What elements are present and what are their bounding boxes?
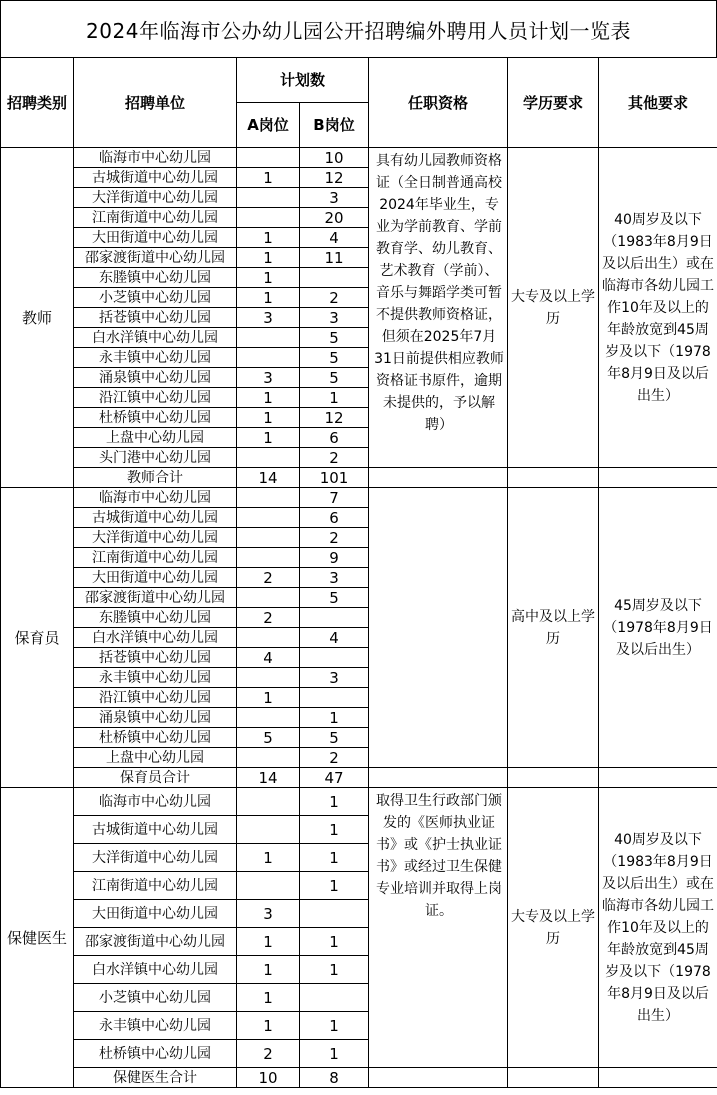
unit-cell: 大田街道中心幼儿园 bbox=[74, 228, 237, 248]
empty-cell bbox=[508, 1068, 599, 1088]
qualification-cell bbox=[369, 488, 508, 768]
header-b-post: B岗位 bbox=[300, 103, 369, 148]
table-body bbox=[1, 148, 717, 1088]
empty-cell bbox=[508, 768, 599, 788]
a-post-count bbox=[237, 816, 300, 844]
a-post-count bbox=[237, 708, 300, 728]
unit-cell: 邵家渡街道中心幼儿园 bbox=[74, 588, 237, 608]
empty-cell bbox=[369, 468, 508, 488]
a-post-count: 1 bbox=[237, 168, 300, 188]
b-post-count: 10 bbox=[300, 148, 369, 168]
unit-cell: 大田街道中心幼儿园 bbox=[74, 900, 237, 928]
education-cell: 大专及以上学历 bbox=[508, 788, 599, 1068]
unit-cell: 大洋街道中心幼儿园 bbox=[74, 188, 237, 208]
a-post-count: 2 bbox=[237, 1040, 300, 1068]
recruitment-table bbox=[0, 57, 717, 1088]
b-post-count: 4 bbox=[300, 228, 369, 248]
a-post-count: 1 bbox=[237, 408, 300, 428]
unit-cell: 白水洋镇中心幼儿园 bbox=[74, 628, 237, 648]
total-a-post: 14 bbox=[237, 468, 300, 488]
a-post-count: 2 bbox=[237, 568, 300, 588]
b-post-count bbox=[300, 268, 369, 288]
header-qualification: 任职资格 bbox=[369, 58, 508, 148]
b-post-count bbox=[300, 608, 369, 628]
table-row bbox=[1, 148, 717, 168]
total-label: 教师合计 bbox=[74, 468, 237, 488]
unit-cell: 涌泉镇中心幼儿园 bbox=[74, 708, 237, 728]
b-post-count: 1 bbox=[300, 956, 369, 984]
unit-cell: 白水洋镇中心幼儿园 bbox=[74, 956, 237, 984]
b-post-count: 1 bbox=[300, 1012, 369, 1040]
unit-cell: 临海市中心幼儿园 bbox=[74, 488, 237, 508]
unit-cell: 杜桥镇中心幼儿园 bbox=[74, 728, 237, 748]
category-cell: 保育员 bbox=[1, 488, 74, 788]
total-row bbox=[1, 1068, 717, 1088]
header-unit: 招聘单位 bbox=[74, 58, 237, 148]
b-post-count bbox=[300, 688, 369, 708]
unit-cell: 沿江镇中心幼儿园 bbox=[74, 388, 237, 408]
a-post-count bbox=[237, 872, 300, 900]
unit-cell: 杜桥镇中心幼儿园 bbox=[74, 408, 237, 428]
total-row bbox=[1, 468, 717, 488]
b-post-count: 3 bbox=[300, 308, 369, 328]
b-post-count: 1 bbox=[300, 872, 369, 900]
b-post-count: 20 bbox=[300, 208, 369, 228]
unit-cell: 临海市中心幼儿园 bbox=[74, 788, 237, 816]
a-post-count bbox=[237, 188, 300, 208]
unit-cell: 临海市中心幼儿园 bbox=[74, 148, 237, 168]
b-post-count: 3 bbox=[300, 188, 369, 208]
b-post-count: 1 bbox=[300, 708, 369, 728]
qualification-cell: 取得卫生行政部门颁发的《医师执业证书》或《护士执业证书》或经过卫生保健专业培训并取得上岗证。 bbox=[369, 788, 508, 1068]
b-post-count: 4 bbox=[300, 628, 369, 648]
b-post-count: 3 bbox=[300, 568, 369, 588]
unit-cell: 杜桥镇中心幼儿园 bbox=[74, 1040, 237, 1068]
a-post-count bbox=[237, 148, 300, 168]
category-cell: 保健医生 bbox=[1, 788, 74, 1088]
education-cell: 大专及以上学历 bbox=[508, 148, 599, 468]
a-post-count: 1 bbox=[237, 928, 300, 956]
header-other: 其他要求 bbox=[599, 58, 717, 148]
a-post-count: 1 bbox=[237, 288, 300, 308]
a-post-count: 1 bbox=[237, 1012, 300, 1040]
a-post-count: 3 bbox=[237, 368, 300, 388]
b-post-count: 1 bbox=[300, 788, 369, 816]
b-post-count: 2 bbox=[300, 448, 369, 468]
header-row-1 bbox=[1, 58, 717, 103]
b-post-count bbox=[300, 648, 369, 668]
a-post-count: 1 bbox=[237, 956, 300, 984]
a-post-count: 1 bbox=[237, 428, 300, 448]
a-post-count bbox=[237, 348, 300, 368]
unit-cell: 小芝镇中心幼儿园 bbox=[74, 288, 237, 308]
a-post-count bbox=[237, 548, 300, 568]
a-post-count bbox=[237, 208, 300, 228]
a-post-count bbox=[237, 588, 300, 608]
a-post-count bbox=[237, 628, 300, 648]
unit-cell: 白水洋镇中心幼儿园 bbox=[74, 328, 237, 348]
unit-cell: 大洋街道中心幼儿园 bbox=[74, 844, 237, 872]
a-post-count bbox=[237, 788, 300, 816]
a-post-count: 3 bbox=[237, 308, 300, 328]
unit-cell: 永丰镇中心幼儿园 bbox=[74, 668, 237, 688]
empty-cell bbox=[599, 468, 717, 488]
b-post-count: 12 bbox=[300, 408, 369, 428]
unit-cell: 邵家渡街道中心幼儿园 bbox=[74, 928, 237, 956]
a-post-count: 3 bbox=[237, 900, 300, 928]
a-post-count bbox=[237, 488, 300, 508]
a-post-count: 1 bbox=[237, 984, 300, 1012]
header-a-post: A岗位 bbox=[237, 103, 300, 148]
b-post-count: 2 bbox=[300, 748, 369, 768]
a-post-count: 1 bbox=[237, 688, 300, 708]
b-post-count bbox=[300, 984, 369, 1012]
b-post-count: 1 bbox=[300, 928, 369, 956]
b-post-count bbox=[300, 900, 369, 928]
unit-cell: 小芝镇中心幼儿园 bbox=[74, 984, 237, 1012]
unit-cell: 沿江镇中心幼儿园 bbox=[74, 688, 237, 708]
unit-cell: 古城街道中心幼儿园 bbox=[74, 816, 237, 844]
b-post-count: 5 bbox=[300, 348, 369, 368]
unit-cell: 东塍镇中心幼儿园 bbox=[74, 608, 237, 628]
unit-cell: 永丰镇中心幼儿园 bbox=[74, 348, 237, 368]
b-post-count: 6 bbox=[300, 428, 369, 448]
a-post-count bbox=[237, 328, 300, 348]
b-post-count: 3 bbox=[300, 668, 369, 688]
total-a-post: 10 bbox=[237, 1068, 300, 1088]
unit-cell: 东塍镇中心幼儿园 bbox=[74, 268, 237, 288]
unit-cell: 括苍镇中心幼儿园 bbox=[74, 308, 237, 328]
b-post-count: 5 bbox=[300, 728, 369, 748]
a-post-count: 1 bbox=[237, 248, 300, 268]
a-post-count: 1 bbox=[237, 388, 300, 408]
total-b-post: 101 bbox=[300, 468, 369, 488]
a-post-count: 5 bbox=[237, 728, 300, 748]
other-requirements-cell: 45周岁及以下（1978年8月9日及以后出生） bbox=[599, 488, 717, 768]
b-post-count: 1 bbox=[300, 1040, 369, 1068]
a-post-count bbox=[237, 748, 300, 768]
b-post-count: 5 bbox=[300, 368, 369, 388]
total-row bbox=[1, 768, 717, 788]
total-label: 保健医生合计 bbox=[74, 1068, 237, 1088]
b-post-count: 7 bbox=[300, 488, 369, 508]
unit-cell: 大洋街道中心幼儿园 bbox=[74, 528, 237, 548]
total-b-post: 8 bbox=[300, 1068, 369, 1088]
unit-cell: 上盘中心幼儿园 bbox=[74, 748, 237, 768]
table-row bbox=[1, 488, 717, 508]
total-a-post: 14 bbox=[237, 768, 300, 788]
a-post-count: 1 bbox=[237, 228, 300, 248]
unit-cell: 江南街道中心幼儿园 bbox=[74, 548, 237, 568]
a-post-count bbox=[237, 508, 300, 528]
qualification-cell: 具有幼儿园教师资格证（全日制普通高校2024年毕业生，专业为学前教育、学前教育学、幼儿教育、艺术教育（学前）、音乐与舞蹈学类可暂不提供教师资格证，但须在2025年7月31日前提供相应教师资格证书原件，逾期未提供的，予以解聘） bbox=[369, 148, 508, 468]
a-post-count bbox=[237, 528, 300, 548]
unit-cell: 涌泉镇中心幼儿园 bbox=[74, 368, 237, 388]
header-category: 招聘类别 bbox=[1, 58, 74, 148]
a-post-count bbox=[237, 448, 300, 468]
empty-cell bbox=[369, 1068, 508, 1088]
unit-cell: 永丰镇中心幼儿园 bbox=[74, 1012, 237, 1040]
unit-cell: 江南街道中心幼儿园 bbox=[74, 872, 237, 900]
empty-cell bbox=[369, 768, 508, 788]
unit-cell: 古城街道中心幼儿园 bbox=[74, 508, 237, 528]
a-post-count bbox=[237, 668, 300, 688]
unit-cell: 括苍镇中心幼儿园 bbox=[74, 648, 237, 668]
a-post-count: 2 bbox=[237, 608, 300, 628]
b-post-count: 1 bbox=[300, 388, 369, 408]
b-post-count: 2 bbox=[300, 288, 369, 308]
unit-cell: 江南街道中心幼儿园 bbox=[74, 208, 237, 228]
header-education: 学历要求 bbox=[508, 58, 599, 148]
education-cell: 高中及以上学历 bbox=[508, 488, 599, 768]
b-post-count: 5 bbox=[300, 588, 369, 608]
unit-cell: 古城街道中心幼儿园 bbox=[74, 168, 237, 188]
unit-cell: 头门港中心幼儿园 bbox=[74, 448, 237, 468]
empty-cell bbox=[599, 768, 717, 788]
total-b-post: 47 bbox=[300, 768, 369, 788]
category-cell: 教师 bbox=[1, 148, 74, 488]
b-post-count: 1 bbox=[300, 844, 369, 872]
other-requirements-cell: 40周岁及以下（1983年8月9日及以后出生）或在临海市各幼儿园工作10年及以上的年龄放宽到45周岁及以下（1978年8月9日及以后出生） bbox=[599, 788, 717, 1068]
table-row bbox=[1, 788, 717, 816]
b-post-count: 1 bbox=[300, 816, 369, 844]
total-label: 保育员合计 bbox=[74, 768, 237, 788]
b-post-count: 5 bbox=[300, 328, 369, 348]
page-title: 2024年临海市公办幼儿园公开招聘编外聘用人员计划一览表 bbox=[0, 0, 717, 57]
unit-cell: 邵家渡街道中心幼儿园 bbox=[74, 248, 237, 268]
empty-cell bbox=[599, 1068, 717, 1088]
a-post-count: 4 bbox=[237, 648, 300, 668]
a-post-count: 1 bbox=[237, 268, 300, 288]
other-requirements-cell: 40周岁及以下（1983年8月9日及以后出生）或在临海市各幼儿园工作10年及以上的年龄放宽到45周岁及以下（1978年8月9日及以后出生） bbox=[599, 148, 717, 468]
unit-cell: 大田街道中心幼儿园 bbox=[74, 568, 237, 588]
a-post-count: 1 bbox=[237, 844, 300, 872]
b-post-count: 12 bbox=[300, 168, 369, 188]
empty-cell bbox=[508, 468, 599, 488]
b-post-count: 9 bbox=[300, 548, 369, 568]
b-post-count: 2 bbox=[300, 528, 369, 548]
header-plan: 计划数 bbox=[237, 58, 369, 103]
b-post-count: 6 bbox=[300, 508, 369, 528]
unit-cell: 上盘中心幼儿园 bbox=[74, 428, 237, 448]
b-post-count: 11 bbox=[300, 248, 369, 268]
